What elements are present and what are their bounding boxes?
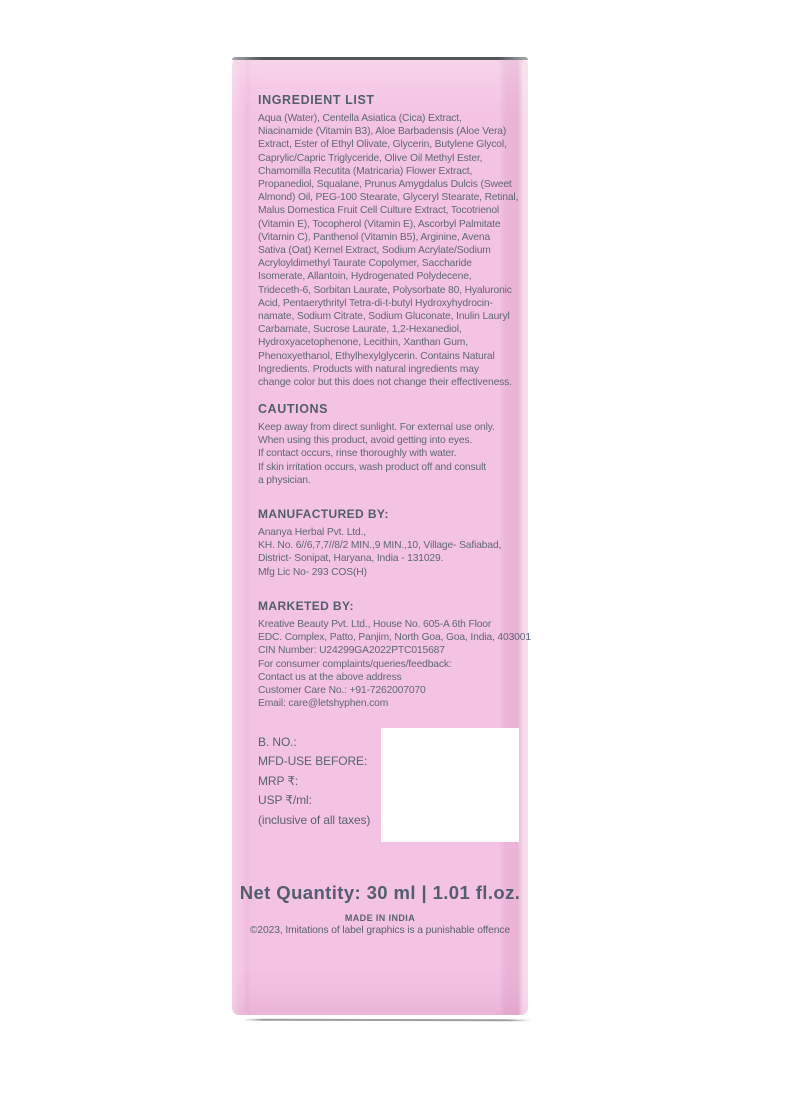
text-line: If skin irritation occurs, wash product off and consult: [258, 461, 486, 473]
text-line: Niacinamide (Vitamin B3), Aloe Barbadensis (Aloe Vera): [258, 126, 507, 138]
text-line: Chamomilla Recutita (Matricaria) Flower Extract,: [258, 165, 473, 177]
text-line: (Vitamin E), Tocopherol (Vitamin E), Ascorbyl Palmitate: [258, 218, 501, 230]
text-line: Keep away from direct sunlight. For external use only.: [258, 422, 495, 433]
text-line: Carbamate, Sucrose Laurate, 1,2-Hexanediol,: [258, 324, 462, 336]
text-line: Extract, Ester of Ethyl Olivate, Glycerin, Butylene Glycol,: [258, 139, 507, 151]
box-bottom-shadow-line: [243, 1019, 531, 1022]
text-line: CIN Number: U24299GA2022PTC015687: [258, 645, 445, 657]
text-line: Phenoxyethanol, Ethylhexylglycerin. Contains Natural: [258, 350, 495, 362]
product-box-panel: [232, 57, 531, 1015]
text-line: a physician.: [258, 474, 311, 486]
text-line: Hydroxyacetophenone, Lecithin, Xanthan Gum,: [258, 337, 468, 349]
text-line: Email: care@letshyphen.com: [258, 698, 389, 710]
text-line: namate, Sodium Citrate, Sodium Gluconate, Inulin Lauryl: [258, 311, 510, 323]
text-line: Mfg Lic No- 293 COS(H): [258, 566, 367, 578]
text-line: If contact occurs, rinse thoroughly with water.: [258, 448, 457, 460]
made-in-india-text: MADE IN INDIA: [344, 913, 416, 923]
box-top-edge: [232, 57, 528, 60]
ingredient-list-section: [258, 93, 530, 389]
net-quantity-text: Net Quantity: 30 ml | 1.01 fl.oz.: [239, 882, 521, 903]
text-line: Contact us at the above address: [258, 671, 402, 683]
text-line: USP ₹/ml:: [258, 793, 312, 808]
ingredient-list-heading: INGREDIENT LIST: [258, 93, 375, 107]
text-line: (inclusive of all taxes): [258, 812, 371, 827]
text-line: Propanediol, Squalane, Prunus Amygdalus Dulcis (Sweet: [258, 179, 512, 191]
copyright-notice: ©2023, Imitations of label graphics is a punishable offence: [249, 925, 511, 936]
text-line: Isomerate, Allantoin, Hydrogenated Polydecene,: [258, 271, 472, 283]
ingredient-list-text: [258, 112, 530, 389]
text-line: When using this product, avoid getting into eyes.: [258, 435, 473, 447]
marketed-by-section: [258, 599, 530, 710]
text-line: EDC. Complex, Patto, Panjim, North Goa, Goa, India, 403001: [258, 632, 531, 644]
cautions-section: [258, 402, 530, 487]
text-line: MFD-USE BEFORE:: [258, 754, 368, 769]
text-line: (Vitamin C), Panthenol (Vitamin B5), Arginine, Avena: [258, 231, 491, 243]
text-line: Sativa (Oat) Kernel Extract, Sodium Acrylate/Sodium: [258, 245, 491, 257]
text-line: Malus Domestica Fruit Cell Culture Extract, Tocotrienol: [258, 205, 500, 217]
text-line: Ingredients. Products with natural ingredients may: [258, 363, 479, 375]
text-line: Ananya Herbal Pvt. Ltd.,: [258, 527, 367, 538]
text-line: Customer Care No.: +91-7262007070: [258, 685, 426, 697]
manufactured-by-section: [258, 507, 530, 579]
text-line: Almond) Oil, PEG-100 Stearate, Glyceryl Stearate, Retinal,: [258, 192, 519, 204]
text-line: KH. No. 6//6,7,7//8/2 MIN.,9 MIN.,10, Village- Safiabad,: [258, 540, 502, 552]
marketed-by-text: [258, 618, 530, 710]
text-line: change color but this does not change their effectiveness.: [258, 377, 512, 389]
text-line: Kreative Beauty Pvt. Ltd., House No. 605-A 6th Floor: [258, 619, 492, 630]
manufactured-by-heading: MANUFACTURED BY:: [258, 507, 389, 521]
text-line: Aqua (Water), Centella Asiatica (Cica) Extract,: [258, 113, 462, 124]
text-line: For consumer complaints/queries/feedback:: [258, 658, 452, 670]
text-line: Acid, Pentaerythrityl Tetra-di-t-butyl Hydroxyhydrocin-: [258, 297, 493, 309]
cautions-heading: CAUTIONS: [258, 402, 329, 416]
text-line: MRP ₹:: [258, 773, 299, 788]
text-line: District- Sonipat, Haryana, India - 131029.: [258, 553, 444, 565]
cautions-text: [258, 421, 530, 487]
marketed-by-heading: MARKETED BY:: [258, 599, 354, 613]
text-line: Trideceth-6, Sorbitan Laurate, Polysorbate 80, Hyaluronic: [258, 284, 512, 296]
text-line: Acryloyldimethyl Taurate Copolymer, Saccharide: [258, 258, 472, 270]
batch-print-area: [381, 728, 519, 842]
text-line: B. NO.:: [258, 735, 297, 749]
text-line: Caprylic/Capric Triglyceride, Olive Oil Methyl Ester,: [258, 152, 483, 164]
manufactured-by-text: [258, 526, 530, 579]
